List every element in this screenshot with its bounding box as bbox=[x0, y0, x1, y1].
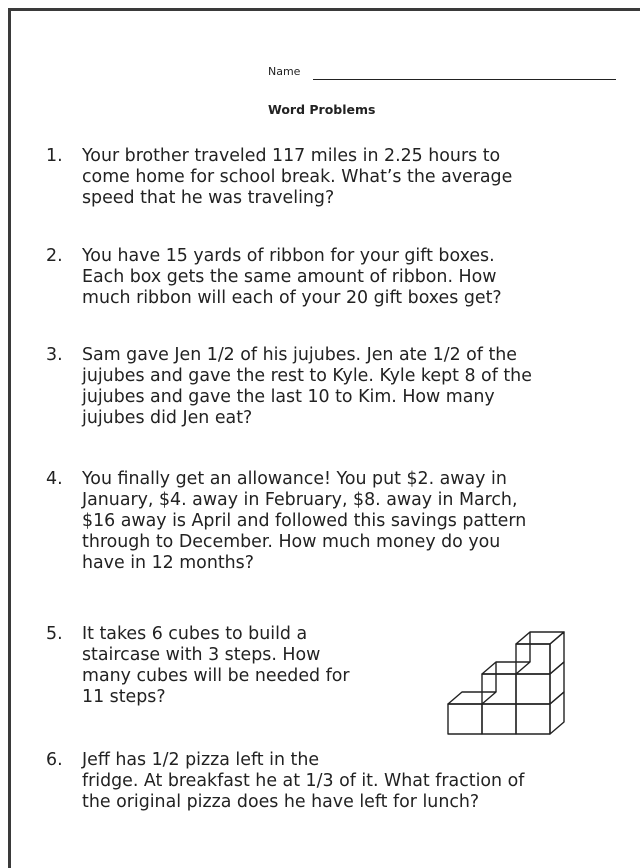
problem-number: 5. bbox=[46, 624, 63, 644]
cube-staircase-icon bbox=[440, 622, 570, 737]
problem-line: have in 12 months? bbox=[82, 553, 254, 573]
cube-side bbox=[550, 692, 564, 734]
problem-line: speed that he was traveling? bbox=[82, 188, 335, 208]
cube-face bbox=[516, 704, 550, 734]
problem-line: Each box gets the same amount of ribbon. How bbox=[82, 267, 497, 287]
problem-text bbox=[82, 750, 524, 813]
problem-text bbox=[82, 246, 502, 309]
problem-number: 6. bbox=[46, 750, 63, 770]
cube-face bbox=[482, 704, 516, 734]
problem-line: jujubes did Jen eat? bbox=[82, 408, 253, 428]
problem-number: 2. bbox=[46, 246, 63, 266]
problem-line: You have 15 yards of ribbon for your gift boxes. bbox=[82, 246, 495, 266]
problem-line: Sam gave Jen 1/2 of his jujubes. Jen ate 1/2 of the bbox=[82, 345, 517, 365]
problem-text bbox=[82, 345, 532, 429]
problem-line: $16 away is April and followed this savings pattern bbox=[82, 511, 527, 531]
problem-text bbox=[82, 469, 526, 574]
cube-face bbox=[448, 704, 482, 734]
problem-number: 4. bbox=[46, 469, 63, 489]
problem-line: through to December. How much money do you bbox=[82, 532, 501, 552]
name-label: Name bbox=[268, 65, 301, 78]
cube-face bbox=[516, 674, 550, 704]
worksheet-page bbox=[8, 8, 640, 868]
name-blank-line bbox=[313, 79, 616, 80]
problem-text bbox=[82, 624, 350, 708]
problem-line: the original pizza does he have left for lunch? bbox=[82, 792, 480, 812]
problem-number: 3. bbox=[46, 345, 63, 365]
problem-line: 11 steps? bbox=[82, 687, 166, 707]
page-title: Word Problems bbox=[268, 102, 376, 117]
problem-line: fridge. At breakfast he at 1/3 of it. What fraction of bbox=[82, 771, 525, 791]
cube-top bbox=[448, 692, 496, 704]
problem-line: jujubes and gave the last 10 to Kim. How many bbox=[82, 387, 495, 407]
problem-line: Jeff has 1/2 pizza left in the bbox=[82, 750, 320, 770]
problem-line: You finally get an allowance! You put $2. away in bbox=[82, 469, 507, 489]
problem-line: much ribbon will each of your 20 gift boxes get? bbox=[82, 288, 502, 308]
problem-line: many cubes will be needed for bbox=[82, 666, 350, 686]
problem-line: Your brother traveled 117 miles in 2.25 hours to bbox=[82, 146, 501, 166]
problem-number: 1. bbox=[46, 146, 63, 166]
cube-top bbox=[482, 662, 530, 674]
problem-text bbox=[82, 146, 512, 209]
problem-line: January, $4. away in February, $8. away in March, bbox=[82, 490, 518, 510]
problem-line: It takes 6 cubes to build a bbox=[82, 624, 308, 644]
problem-line: jujubes and gave the rest to Kyle. Kyle kept 8 of the bbox=[82, 366, 532, 386]
problem-line: staircase with 3 steps. How bbox=[82, 645, 321, 665]
problem-line: come home for school break. What’s the average bbox=[82, 167, 513, 187]
